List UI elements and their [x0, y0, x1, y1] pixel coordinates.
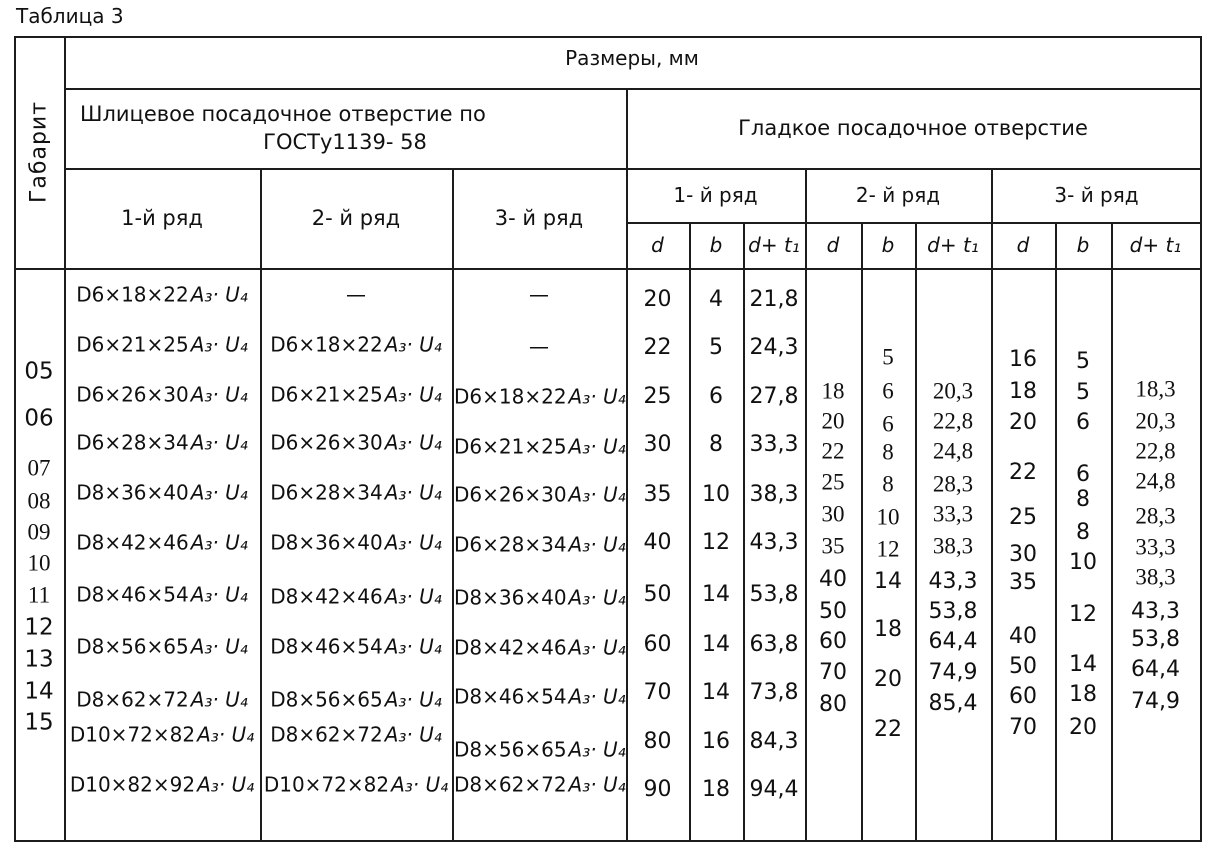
cell-line: D10×72×82 A₃· U₄ — [69, 722, 255, 747]
cell-line: 60 — [643, 632, 672, 657]
cell-line: 60 — [1009, 684, 1037, 709]
cell-line: D8×36×40 A₃· U₄ — [454, 585, 626, 610]
cell-line: 10 — [1069, 550, 1097, 575]
cell-line: 08 — [27, 488, 51, 514]
cell-line: 14 — [702, 632, 730, 657]
cell-line: 33,3 — [932, 501, 974, 527]
col-b3-header: b — [1076, 233, 1090, 257]
cell-line: 14 — [874, 569, 902, 594]
cell-line: D6×18×22 A₃· U₄ — [454, 384, 626, 409]
col-spline-row1-values — [66, 268, 258, 840]
cell-line: 70 — [643, 680, 672, 705]
cell-line: 43,3 — [749, 530, 799, 555]
col-dt3-values — [1113, 268, 1198, 840]
cell-line: 12 — [876, 536, 900, 562]
cell-line: 30 — [1009, 542, 1037, 567]
cell-line: 22 — [1009, 460, 1037, 485]
cell-line: D6×28×34 A₃· U₄ — [270, 480, 442, 505]
cell-line: 25 — [1009, 505, 1037, 530]
cell-line: — — [529, 334, 549, 359]
spline-row1-header: 1-й ряд — [121, 206, 203, 230]
col-b1-values — [691, 268, 741, 840]
cell-line: 6 — [882, 411, 894, 437]
cell-line: 53,8 — [928, 599, 978, 624]
cell-line: 14 — [24, 678, 54, 705]
spline-row3-header: 3- й ряд — [494, 206, 584, 230]
cell-line: 90 — [643, 777, 672, 802]
table-border — [1200, 36, 1202, 842]
cell-line: D8×42×46 A₃· U₄ — [76, 530, 248, 555]
header-smooth-hole: Гладкое посадочное отверстие — [738, 116, 1088, 140]
cell-line: 18 — [1009, 379, 1037, 404]
cell-line: D6×21×25 A₃· U₄ — [270, 382, 442, 407]
cell-line: D6×21×25 A₃· U₄ — [454, 434, 626, 459]
cell-line: D6×21×25 A₃· U₄ — [76, 332, 248, 357]
cell-line: D10×72×82 A₃· U₄ — [263, 772, 449, 797]
cell-line: 40 — [643, 530, 672, 555]
cell-line: 84,3 — [749, 729, 799, 754]
cell-line: D8×56×65 A₃· U₄ — [270, 687, 442, 712]
table-border — [626, 88, 628, 842]
cell-line: 73,8 — [749, 680, 799, 705]
col-dt2-header: d+ t₁ — [927, 233, 979, 257]
col-d2-header: d — [826, 233, 840, 257]
header-spline-line1: Шлицевое посадочное отверстие по — [80, 101, 486, 126]
cell-line: 20 — [1069, 715, 1097, 740]
cell-line: 24,8 — [1135, 468, 1176, 494]
table-border — [64, 88, 1202, 90]
cell-line: D6×18×22 A₃· U₄ — [76, 282, 248, 307]
table-border — [14, 36, 1202, 38]
table-border — [64, 36, 66, 842]
table-border — [689, 222, 691, 842]
cell-line: 43,3 — [928, 569, 978, 594]
cell-line: 14 — [1069, 652, 1097, 677]
cell-line: 16 — [1009, 347, 1037, 372]
cell-line: 14 — [702, 582, 730, 607]
col-dt2-values — [917, 268, 989, 840]
cell-line: 74,9 — [928, 660, 978, 685]
cell-line: 5 — [882, 344, 894, 370]
cell-line: 4 — [709, 287, 723, 312]
cell-line: 14 — [702, 680, 730, 705]
col-d1-header: d — [651, 233, 664, 257]
cell-line: 80 — [643, 729, 672, 754]
table-border — [14, 268, 1202, 270]
cell-line: 21,8 — [749, 287, 799, 312]
cell-line: 28,3 — [1135, 503, 1176, 529]
table-border — [743, 222, 745, 842]
header-spline-hole — [66, 90, 624, 166]
cell-line: 74,9 — [1131, 689, 1180, 714]
table-border — [626, 222, 1202, 224]
cell-line: 35 — [1009, 570, 1037, 595]
cell-line: 10 — [702, 482, 730, 507]
cell-line: 8 — [1076, 520, 1090, 545]
cell-line: 50 — [819, 599, 847, 624]
col-b2-header: b — [881, 233, 895, 257]
cell-line: 80 — [819, 692, 847, 717]
table-border — [260, 168, 262, 842]
cell-line: 20 — [874, 667, 902, 692]
cell-line: 60 — [819, 629, 847, 654]
cell-line: 85,4 — [928, 691, 978, 716]
cell-line: 35 — [821, 533, 845, 559]
col-d2-values — [807, 268, 859, 840]
table-border — [14, 36, 16, 842]
cell-line: 05 — [24, 358, 54, 385]
col-d3-header: d — [1016, 233, 1030, 257]
table-caption: Таблица 3 — [16, 4, 124, 28]
spline-row2-header: 2- й ряд — [311, 206, 401, 230]
cell-line: D10×82×92 A₃· U₄ — [69, 772, 255, 797]
cell-line: 22 — [643, 335, 672, 360]
smooth-row2-header: 2- й ряд — [855, 183, 941, 207]
cell-line: 10 — [876, 504, 900, 530]
cell-line: 13 — [24, 646, 54, 673]
cell-line: 18 — [702, 777, 730, 802]
cell-line: 20 — [821, 408, 845, 434]
table-border — [805, 168, 807, 842]
cell-line: — — [346, 282, 366, 307]
cell-line: 20,3 — [1135, 408, 1176, 434]
cell-line: 50 — [1009, 654, 1037, 679]
cell-line: D8×36×40 A₃· U₄ — [76, 480, 248, 505]
table-border — [1111, 222, 1113, 842]
cell-line: 06 — [24, 405, 54, 432]
cell-line: 33,3 — [749, 432, 799, 457]
cell-line: 70 — [819, 660, 847, 685]
smooth-row3-header: 3- й ряд — [1054, 183, 1139, 207]
cell-line: D6×26×30 A₃· U₄ — [454, 482, 626, 507]
cell-line: 5 — [1076, 349, 1090, 374]
header-sizes-mm: Размеры, мм — [565, 46, 699, 70]
cell-line: 50 — [643, 582, 672, 607]
cell-line: 12 — [1069, 602, 1097, 627]
cell-line: D8×42×46 A₃· U₄ — [270, 584, 442, 609]
cell-line: 70 — [1009, 715, 1037, 740]
cell-line: 18 — [874, 617, 902, 642]
cell-line: D8×46×54 A₃· U₄ — [270, 634, 442, 659]
cell-line: 20 — [1009, 410, 1037, 435]
cell-line: 10 — [27, 550, 51, 576]
col-gabarit-values — [16, 268, 62, 840]
cell-line: 20,3 — [932, 378, 974, 404]
cell-line: 22,8 — [932, 408, 974, 434]
cell-line: D6×26×30 A₃· U₄ — [76, 382, 248, 407]
cell-line: 12 — [24, 614, 54, 641]
cell-line: D6×28×34 A₃· U₄ — [454, 532, 626, 557]
cell-line: 28,3 — [932, 471, 974, 497]
cell-line: 63,8 — [749, 632, 799, 657]
col-dt1-header: d+ t₁ — [748, 233, 800, 257]
cell-line: 12 — [702, 530, 730, 555]
cell-line: 18 — [1069, 682, 1097, 707]
col-d3-values — [993, 268, 1053, 840]
table-border — [452, 168, 454, 842]
cell-line: 24,3 — [749, 335, 799, 360]
cell-line: 20 — [643, 287, 672, 312]
cell-line: 38,3 — [1135, 564, 1176, 590]
col-dt3-header: d+ t₁ — [1129, 233, 1182, 257]
cell-line: 24,8 — [932, 438, 974, 464]
table-border — [991, 168, 993, 842]
cell-line: 16 — [702, 729, 730, 754]
table-border — [915, 222, 917, 842]
cell-line: D8×36×40 A₃· U₄ — [270, 530, 442, 555]
cell-line: 38,3 — [932, 533, 974, 559]
col-spline-row2-values — [262, 268, 450, 840]
cell-line: 25 — [821, 469, 845, 495]
cell-line: 18,3 — [1135, 376, 1176, 402]
cell-line: 8 — [882, 439, 894, 465]
cell-line: 6 — [1076, 410, 1090, 435]
cell-line: 30 — [821, 501, 845, 527]
cell-line: D8×42×46 A₃· U₄ — [454, 635, 626, 660]
cell-line: D8×56×65 A₃· U₄ — [76, 634, 248, 659]
cell-line: 6 — [882, 378, 894, 404]
cell-line: D6×28×34 A₃· U₄ — [76, 430, 248, 455]
header-gabarit: Габарит — [26, 100, 52, 204]
col-spline-row3-values — [454, 268, 624, 840]
cell-line: 8 — [882, 471, 894, 497]
cell-line: 53,8 — [749, 582, 799, 607]
cell-line: D8×62×72 A₃· U₄ — [270, 722, 442, 747]
cell-line: 94,4 — [749, 777, 799, 802]
cell-line: 18 — [821, 378, 845, 404]
col-d1-values — [628, 268, 687, 840]
cell-line: 35 — [643, 482, 672, 507]
cell-line: 09 — [27, 519, 51, 545]
cell-line: 22 — [821, 438, 845, 464]
cell-line: D8×62×72 A₃· U₄ — [76, 687, 248, 712]
cell-line: D8×56×65 A₃· U₄ — [454, 737, 626, 762]
cell-line: D6×26×30 A₃· U₄ — [270, 430, 442, 455]
header-spline-line2: ГОСТу1139- 58 — [263, 130, 427, 154]
cell-line: D8×62×72 A₃· U₄ — [454, 772, 626, 797]
cell-line: 64,4 — [1131, 657, 1180, 682]
table-border — [14, 840, 1202, 842]
cell-line: 11 — [27, 582, 51, 608]
cell-line: 40 — [1009, 624, 1037, 649]
cell-line: — — [529, 282, 549, 307]
smooth-row1-header: 1- й ряд — [673, 183, 758, 207]
col-b1-header: b — [709, 233, 723, 257]
cell-line: D8×46×54 A₃· U₄ — [454, 684, 626, 709]
cell-line: 07 — [27, 455, 51, 481]
cell-line: 22,8 — [1135, 438, 1176, 464]
cell-line: 53,8 — [1131, 627, 1180, 652]
cell-line: 22 — [874, 717, 902, 742]
cell-line: 43,3 — [1131, 599, 1180, 624]
cell-line: D6×18×22 A₃· U₄ — [270, 332, 442, 357]
col-b3-values — [1057, 268, 1109, 840]
cell-line: D8×46×54 A₃· U₄ — [76, 582, 248, 607]
table-border — [64, 168, 1202, 170]
table-border — [861, 222, 863, 842]
cell-line: 64,4 — [928, 629, 978, 654]
cell-line: 8 — [1076, 487, 1090, 512]
cell-line: 6 — [709, 384, 723, 409]
cell-line: 5 — [709, 335, 723, 360]
cell-line: 6 — [1076, 462, 1090, 487]
cell-line: 25 — [643, 384, 672, 409]
cell-line: 27,8 — [749, 384, 799, 409]
cell-line: 40 — [819, 567, 847, 592]
cell-line: 33,3 — [1135, 534, 1176, 560]
col-dt1-values — [745, 268, 803, 840]
table-border — [1055, 222, 1057, 842]
cell-line: 8 — [709, 432, 723, 457]
cell-line: 30 — [643, 432, 672, 457]
col-b2-values — [863, 268, 913, 840]
cell-line: 5 — [1076, 380, 1090, 405]
cell-line: 15 — [24, 709, 54, 736]
cell-line: 38,3 — [749, 482, 799, 507]
